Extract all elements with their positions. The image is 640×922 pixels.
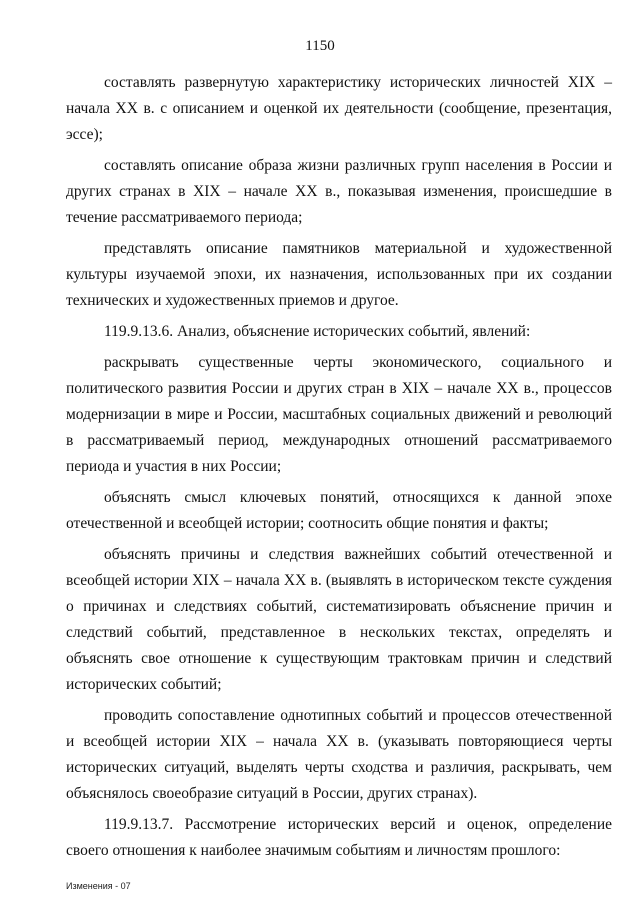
paragraph-causes-consequences: объяснять причины и следствия важнейших событий отечественной и всеобщей истории XIX – начала XX в. (выявлять в историческом тексте суждения о причинах и следствиях событий, систематизировать объяснение причин и следствий событий, представленное в нескольких текстах, определять и объяснять свое отношение к существующим трактовкам причин и следствий исторических событий;	[66, 546, 612, 693]
page-number: 1150	[305, 38, 335, 54]
paragraph-development-features: раскрывать существенные черты экономического, социального и политического развития России и других стран в XIX – начале XX в., процессов модернизации в мире и России, масштабных социальных движений и революций в рассматриваемый период, международных отношений рассматриваемого периода и участия в них России;	[66, 354, 612, 475]
footer-revision-note: Изменения - 07	[66, 881, 131, 891]
paragraph-historical-figures: составлять развернутую характеристику исторических личностей XIX – начала XX в. с описанием и оценкой их деятельности (сообщение, презентация, эссе);	[66, 74, 612, 143]
paragraph-lifestyle-description: составлять описание образа жизни различных групп населения в России и других странах в XIX – начале XX в., показывая изменения, происшедшие в течение рассматриваемого периода;	[66, 157, 612, 226]
paragraph-comparison: проводить сопоставление однотипных событий и процессов отечественной и всеобщей истории XIX – начала XX в. (указывать повторяющиеся черты исторических ситуаций, выделять черты сходства и различия, раскрывать, чем объяснялось своеобразие ситуаций в России, других странах).	[66, 707, 612, 802]
section-heading-119-9-13-7: 119.9.13.7. Рассмотрение исторических версий и оценок, определение своего отношения к наиболее значимым событиям и личностям прошлого:	[66, 816, 612, 859]
section-heading-119-9-13-6: 119.9.13.6. Анализ, объяснение исторических событий, явлений:	[104, 323, 531, 340]
document-body	[66, 70, 612, 869]
paragraph-culture-monuments: представлять описание памятников материальной и художественной культуры изучаемой эпохи, их назначения, использованных при их создании технических и художественных приемов и другое.	[66, 240, 612, 309]
paragraph-key-concepts: объяснять смысл ключевых понятий, относящихся к данной эпохе отечественной и всеобщей истории; соотносить общие понятия и факты;	[66, 489, 612, 532]
